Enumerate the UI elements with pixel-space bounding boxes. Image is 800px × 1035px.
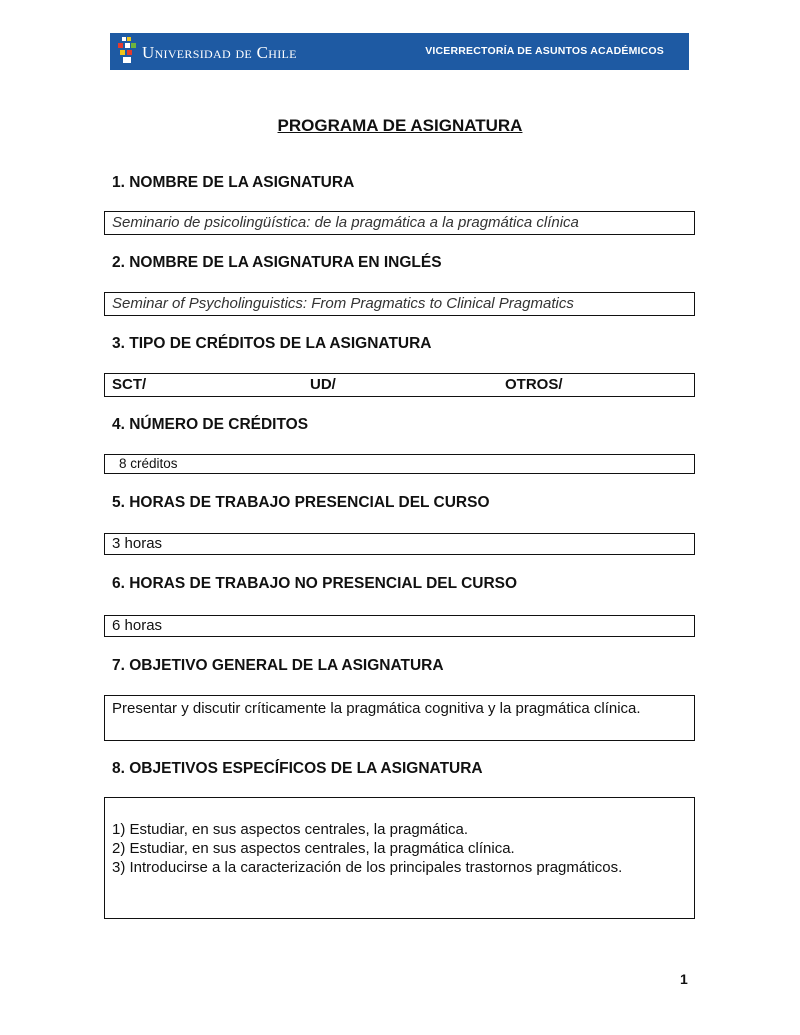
page-number: 1: [680, 971, 688, 987]
university-header-bar: [110, 33, 689, 70]
section-2-heading: 2. NOMBRE DE LA ASIGNATURA EN INGLÉS: [112, 254, 442, 271]
non-presential-hours-value: 6 horas: [112, 617, 163, 634]
university-name: Universidad de Chile: [142, 43, 297, 62]
section-4-value-box: [104, 454, 695, 474]
section-5-value-box: [104, 533, 695, 555]
section-7-heading: 7. OBJETIVO GENERAL DE LA ASIGNATURA: [112, 657, 444, 674]
section-4-heading: 4. NÚMERO DE CRÉDITOS: [112, 416, 309, 433]
vicerrectoria-name: VICERRECTORÍA DE ASUNTOS ACADÉMICOS: [425, 45, 664, 57]
presential-hours-value: 3 horas: [112, 535, 163, 552]
section-5-heading: 5. HORAS DE TRABAJO PRESENCIAL DEL CURSO: [112, 494, 490, 511]
section-6-heading: 6. HORAS DE TRABAJO NO PRESENCIAL DEL CURSO: [112, 575, 518, 592]
university-crest-icon: [116, 37, 138, 65]
section-1-heading: 1. NOMBRE DE LA ASIGNATURA: [112, 174, 355, 191]
credit-type-box: [104, 373, 695, 397]
credits-number-value: 8 créditos: [119, 456, 178, 471]
specific-objective-item: 1) Estudiar, en sus aspectos centrales, la pragmática.: [112, 821, 469, 838]
general-objective-value: Presentar y discutir críticamente la pragmática cognitiva y la pragmática clínica.: [112, 700, 641, 717]
credit-type-ud: UD/: [310, 376, 336, 393]
course-name-value: Seminario de psicolingüística: de la pragmática a la pragmática clínica: [112, 214, 579, 231]
section-8-heading: 8. OBJETIVOS ESPECÍFICOS DE LA ASIGNATURA: [112, 760, 483, 777]
course-name-english-value: Seminar of Psycholinguistics: From Pragmatics to Clinical Pragmatics: [112, 295, 574, 312]
credit-type-sct: SCT/: [112, 376, 147, 393]
section-1-value-box: [104, 211, 695, 235]
specific-objective-item: 3) Introducirse a la caracterización de los principales trastornos pragmáticos.: [112, 859, 623, 876]
section-8-value-box: [104, 797, 695, 919]
credit-type-otros: OTROS/: [505, 376, 563, 393]
section-2-value-box: [104, 292, 695, 316]
section-3-heading: 3. TIPO DE CRÉDITOS DE LA ASIGNATURA: [112, 335, 432, 352]
section-6-value-box: [104, 615, 695, 637]
document-title: PROGRAMA DE ASIGNATURA: [277, 116, 523, 135]
specific-objective-item: 2) Estudiar, en sus aspectos centrales, la pragmática clínica.: [112, 840, 515, 857]
section-7-value-box: [104, 695, 695, 741]
